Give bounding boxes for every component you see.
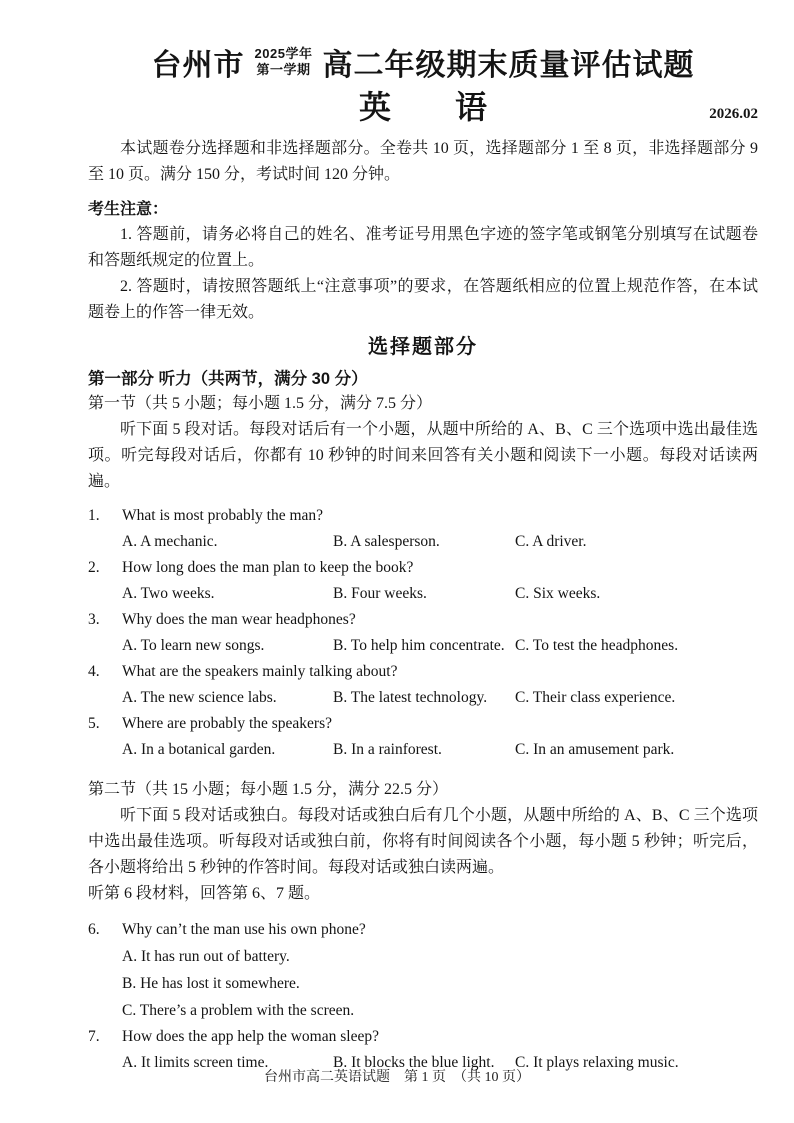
question-number: 2. bbox=[88, 559, 100, 576]
material-note: 听第 6 段材料，回答第 6、7 题。 bbox=[88, 885, 321, 902]
option-c: C. Six weeks. bbox=[515, 585, 601, 602]
option-c: C. In an amusement park. bbox=[515, 741, 675, 758]
question-text: Why can’t the man use his own phone? bbox=[122, 921, 366, 938]
option-c: C. There’s a problem with the screen. bbox=[122, 1002, 355, 1019]
question-number: 4. bbox=[88, 663, 100, 680]
option-b: B. He has lost it somewhere. bbox=[122, 975, 300, 992]
option-c: C. To test the headphones. bbox=[515, 637, 679, 654]
option-a: A. A mechanic. bbox=[122, 533, 218, 550]
question-number: 1. bbox=[88, 507, 100, 524]
question-4 bbox=[88, 659, 758, 711]
option-c: C. Their class experience. bbox=[515, 689, 676, 706]
question-1 bbox=[88, 503, 758, 555]
question-number: 7. bbox=[88, 1028, 100, 1045]
option-b: B. To help him concentrate. bbox=[333, 637, 505, 654]
intro-paragraph: 本试题卷分选择题和非选择题部分。全卷共 10 页，选择题部分 1 至 8 页，非选择题部分 9 至 10 页。满分 150 分，考试时间 120 分钟。 bbox=[88, 140, 758, 183]
section2-heading: 第二节（共 15 小题；每小题 1.5 分，满分 22.5 分） bbox=[88, 781, 449, 798]
section2-block bbox=[88, 777, 758, 1076]
question-text: What are the speakers mainly talking about? bbox=[122, 663, 398, 680]
notice-item: 2. 答题时，请按照答题纸上“注意事项”的要求，在答题纸相应的位置上规范作答，在本试题卷上的作答一律无效。 bbox=[88, 278, 758, 321]
section1-instructions: 听下面 5 段对话。每段对话后有一个小题，从题中所给的 A、B、C 三个选项中选出最佳选项。听完每段对话后，你都有 10 秒钟的时间来回答有关小题和阅读下一小题。每段对话读两遍。 bbox=[88, 421, 758, 490]
option-a: A. The new science labs. bbox=[122, 689, 277, 706]
notice-heading: 考生注意： bbox=[88, 201, 169, 218]
question-3 bbox=[88, 607, 758, 659]
question-number: 3. bbox=[88, 611, 100, 628]
option-a: A. It has run out of battery. bbox=[122, 948, 290, 965]
notice-block bbox=[88, 198, 758, 326]
question-5 bbox=[88, 711, 758, 763]
option-a: A. It limits screen time. bbox=[122, 1054, 269, 1071]
exam-date: 2026.02 bbox=[709, 106, 758, 122]
question-text: How long does the man plan to keep the book? bbox=[122, 559, 414, 576]
option-b: B. Four weeks. bbox=[333, 585, 427, 602]
exam-semester: 第一学期 bbox=[256, 62, 311, 77]
page-footer: 台州市高二英语试题 第 1 页 （共 10 页） bbox=[264, 1070, 530, 1085]
option-b: B. A salesperson. bbox=[333, 533, 440, 550]
exam-city: 台州市 bbox=[151, 49, 245, 82]
part1-heading: 第一部分 听力（共两节，满分 30 分） bbox=[88, 370, 368, 388]
subject-line bbox=[88, 86, 758, 128]
question-text: Where are probably the speakers? bbox=[122, 715, 332, 732]
option-a: A. Two weeks. bbox=[122, 585, 215, 602]
question-text: Why does the man wear headphones? bbox=[122, 611, 356, 628]
question-6 bbox=[88, 916, 758, 1024]
subject-title: 英 语 bbox=[358, 89, 487, 125]
notice-item: 1. 答题前，请务必将自己的姓名、准考证号用黑色字迹的签字笔或钢笔分别填写在试题卷和答题纸规定的位置上。 bbox=[88, 226, 758, 269]
option-c: C. A driver. bbox=[515, 533, 587, 550]
option-a: A. In a botanical garden. bbox=[122, 741, 276, 758]
option-a: A. To learn new songs. bbox=[122, 637, 265, 654]
question-2 bbox=[88, 555, 758, 607]
question-list-section1 bbox=[88, 503, 758, 763]
question-text: What is most probably the man? bbox=[122, 507, 324, 524]
option-c: C. It plays relaxing music. bbox=[515, 1054, 679, 1071]
exam-title: 高二年级期末质量评估试题 bbox=[322, 49, 695, 82]
exam-year: 2025学年 bbox=[254, 45, 313, 61]
selection-part-title: 选择题部分 bbox=[368, 336, 478, 358]
option-b: B. It blocks the blue light. bbox=[333, 1054, 495, 1071]
exam-header bbox=[88, 40, 758, 84]
question-number: 5. bbox=[88, 715, 100, 732]
question-number: 6. bbox=[88, 921, 100, 938]
exam-term bbox=[255, 46, 313, 79]
question-text: How does the app help the woman sleep? bbox=[122, 1028, 379, 1045]
section2-instructions: 听下面 5 段对话或独白。每段对话或独白后有几个小题，从题中所给的 A、B、C 三个选项中选出最佳选项。听每段对话或独白前，你将有时间阅读各个小题，每小题 5 秒钟；听完后，各小题将给出 5 秒钟的作答时间。每段对话或独白读两遍。 bbox=[88, 807, 758, 876]
option-b: B. In a rainforest. bbox=[333, 741, 442, 758]
section1-heading: 第一节（共 5 小题；每小题 1.5 分，满分 7.5 分） bbox=[88, 395, 433, 412]
option-b: B. The latest technology. bbox=[333, 689, 488, 706]
